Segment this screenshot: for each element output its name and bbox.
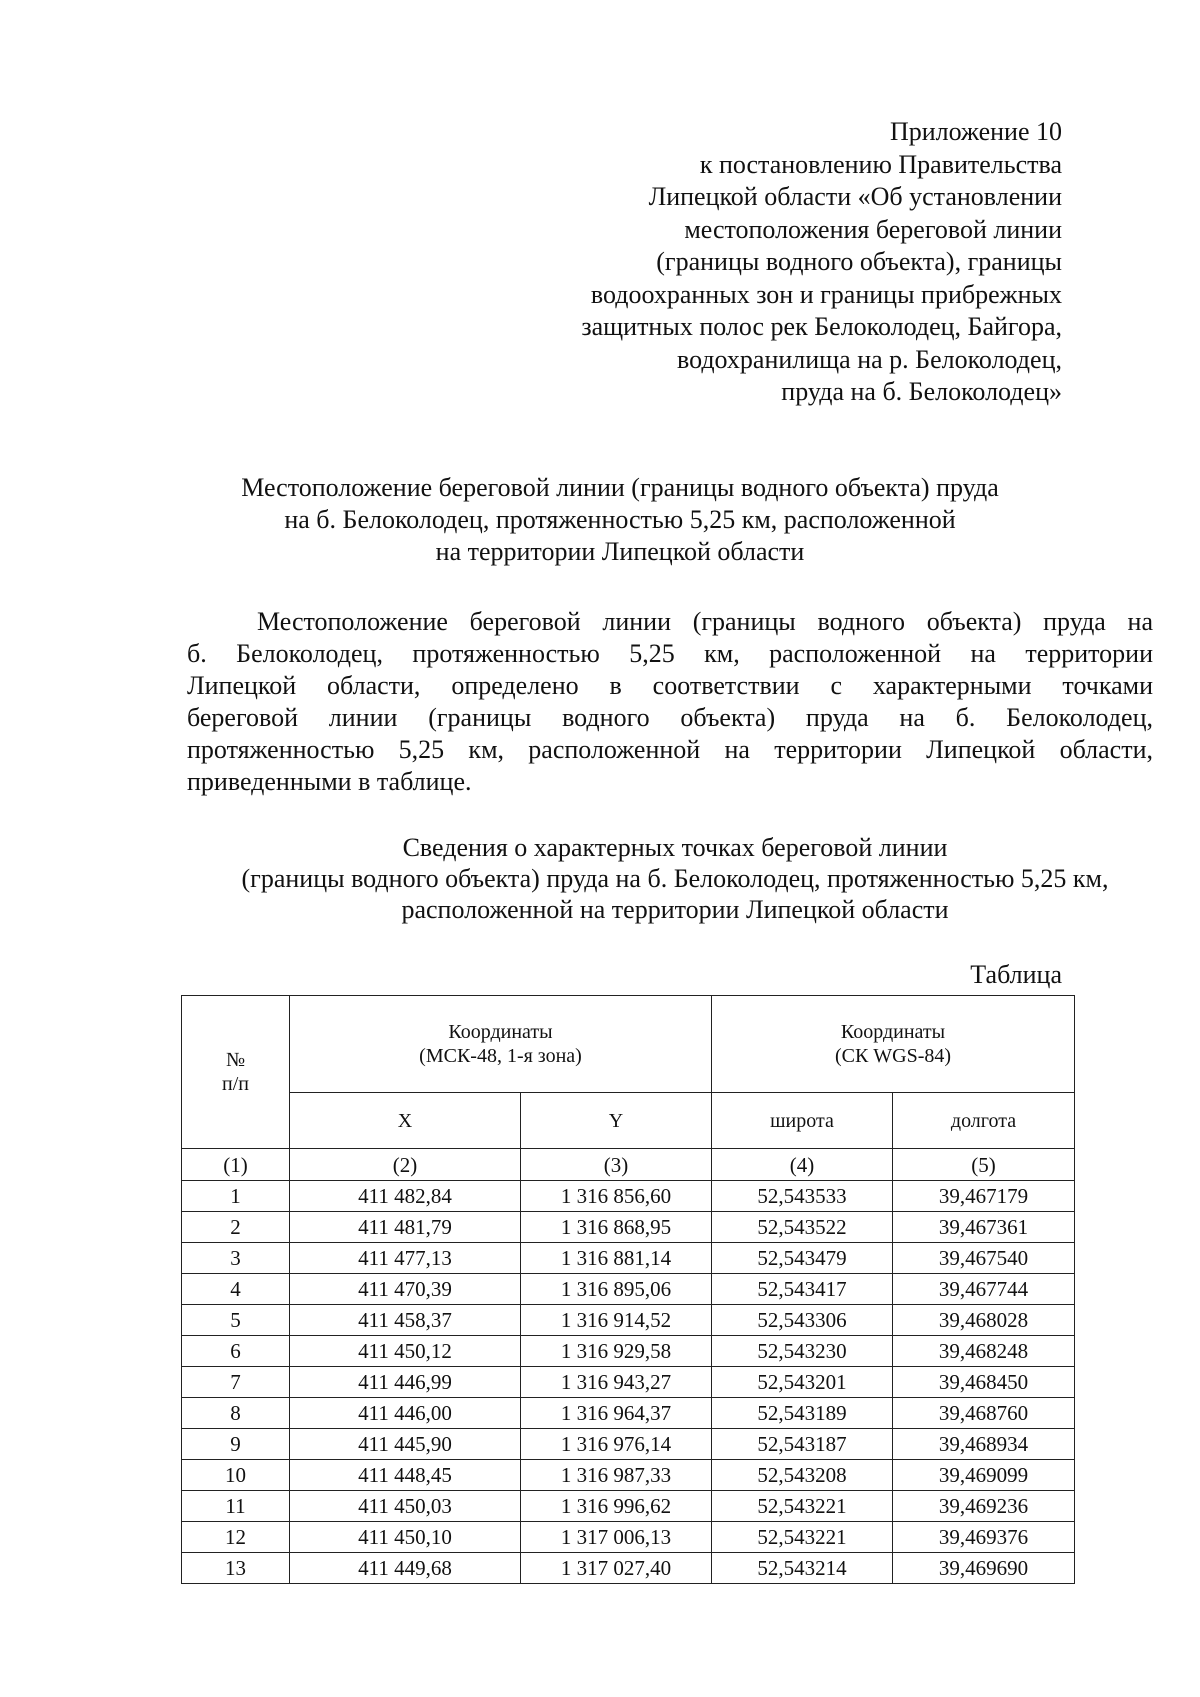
annex-line: водохранилища на р. Белоколодец, xyxy=(676,344,1062,374)
title-line: Местоположение береговой линии (границы водного объекта) пруда xyxy=(241,473,999,502)
header-number-symbol: № xyxy=(225,1049,246,1071)
cell-x: 411 449,68 xyxy=(290,1553,521,1584)
annex-line: местоположения береговой линии xyxy=(684,214,1062,244)
cell-y: 1 316 987,33 xyxy=(521,1460,712,1491)
table-row xyxy=(182,1181,1075,1212)
annex-line: Липецкой области «Об установлении xyxy=(648,182,1062,211)
column-number: (2) xyxy=(290,1149,521,1181)
cell-latitude: 52,543214 xyxy=(712,1553,893,1584)
cell-x: 411 477,13 xyxy=(290,1243,521,1274)
table-row xyxy=(182,1522,1075,1553)
cell-y: 1 316 929,58 xyxy=(521,1336,712,1367)
cell-longitude: 39,467540 xyxy=(893,1243,1075,1274)
cell-longitude: 39,467179 xyxy=(893,1181,1075,1212)
table-row xyxy=(182,1274,1075,1305)
header-wgs xyxy=(712,996,1075,1093)
cell-latitude: 52,543417 xyxy=(712,1274,893,1305)
cell-y: 1 316 881,14 xyxy=(521,1243,712,1274)
header-x: X xyxy=(290,1093,521,1149)
cell-number: 12 xyxy=(182,1522,290,1553)
table-row xyxy=(182,1398,1075,1429)
paragraph-line: Липецкой области, определено в соответствии с характерными точками xyxy=(187,671,1153,700)
cell-latitude: 52,543533 xyxy=(712,1181,893,1212)
cell-latitude: 52,543187 xyxy=(712,1429,893,1460)
header-wgs-title: Координаты xyxy=(840,1021,946,1043)
annex-block xyxy=(581,116,1062,409)
table-row xyxy=(182,1367,1075,1398)
cell-x: 411 445,90 xyxy=(290,1429,521,1460)
header-number-label: п/п xyxy=(222,1073,249,1095)
cell-longitude: 39,468248 xyxy=(893,1336,1075,1367)
cell-x: 411 470,39 xyxy=(290,1274,521,1305)
header-wgs-system: (СК WGS-84) xyxy=(834,1045,952,1067)
header-msk-system: (МСК-48, 1-я зона) xyxy=(419,1045,582,1067)
cell-latitude: 52,543208 xyxy=(712,1460,893,1491)
paragraph-line: б. Белоколодец, протяженностью 5,25 км, расположенной на территории xyxy=(187,639,1153,668)
cell-x: 411 446,99 xyxy=(290,1367,521,1398)
cell-number: 10 xyxy=(182,1460,290,1491)
cell-latitude: 52,543189 xyxy=(712,1398,893,1429)
cell-latitude: 52,543306 xyxy=(712,1305,893,1336)
column-number: (5) xyxy=(893,1149,1075,1181)
cell-longitude: 39,467744 xyxy=(893,1274,1075,1305)
header-y: Y xyxy=(521,1093,712,1149)
cell-number: 7 xyxy=(182,1367,290,1398)
annex-line: к постановлению Правительства xyxy=(699,149,1062,179)
cell-number: 13 xyxy=(182,1553,290,1584)
cell-x: 411 446,00 xyxy=(290,1398,521,1429)
cell-y: 1 316 868,95 xyxy=(521,1212,712,1243)
title-line: на территории Липецкой области xyxy=(435,537,805,566)
annex-line: (границы водного объекта), границы xyxy=(656,247,1062,276)
cell-number: 11 xyxy=(182,1491,290,1522)
table-row xyxy=(182,1305,1075,1336)
cell-longitude: 39,468760 xyxy=(893,1398,1075,1429)
cell-x: 411 458,37 xyxy=(290,1305,521,1336)
table-row xyxy=(182,1491,1075,1522)
annex-line: пруда на б. Белоколодец» xyxy=(781,377,1062,406)
column-number: (1) xyxy=(182,1149,290,1181)
cell-longitude: 39,469376 xyxy=(893,1522,1075,1553)
header-msk xyxy=(290,996,712,1093)
header-number xyxy=(182,996,290,1149)
body-paragraph xyxy=(187,606,1153,798)
table-caption: Таблица xyxy=(970,960,1062,989)
table-row xyxy=(182,1336,1075,1367)
header-msk-title: Координаты xyxy=(448,1021,553,1043)
cell-longitude: 39,468450 xyxy=(893,1367,1075,1398)
cell-number: 6 xyxy=(182,1336,290,1367)
table-row xyxy=(182,1553,1075,1584)
cell-longitude: 39,469690 xyxy=(893,1553,1075,1584)
cell-number: 5 xyxy=(182,1305,290,1336)
title-line: на б. Белоколодец, протяженностью 5,25 км, расположенной xyxy=(284,505,956,534)
header-longitude: долгота xyxy=(893,1093,1075,1149)
table-row xyxy=(182,1429,1075,1460)
cell-y: 1 316 943,27 xyxy=(521,1367,712,1398)
cell-x: 411 450,10 xyxy=(290,1522,521,1553)
cell-x: 411 481,79 xyxy=(290,1212,521,1243)
annex-line: водоохранных зон и границы прибрежных xyxy=(590,279,1062,309)
annex-line: защитных полос рек Белоколодец, Байгора, xyxy=(581,312,1062,341)
cell-latitude: 52,543522 xyxy=(712,1212,893,1243)
table-body xyxy=(182,1181,1075,1584)
cell-number: 3 xyxy=(182,1243,290,1274)
cell-y: 1 316 976,14 xyxy=(521,1429,712,1460)
header-latitude: широта xyxy=(712,1093,893,1149)
cell-x: 411 482,84 xyxy=(290,1181,521,1212)
cell-number: 9 xyxy=(182,1429,290,1460)
subtitle-line: Сведения о характерных точках береговой линии xyxy=(402,833,948,862)
paragraph-line: протяженностью 5,25 км, расположенной на территории Липецкой области, xyxy=(187,735,1153,764)
cell-latitude: 52,543479 xyxy=(712,1243,893,1274)
subtitle-line: (границы водного объекта) пруда на б. Белоколодец, протяженностью 5,25 км, xyxy=(241,864,1109,893)
cell-x: 411 450,12 xyxy=(290,1336,521,1367)
cell-y: 1 316 996,62 xyxy=(521,1491,712,1522)
column-number: (3) xyxy=(521,1149,712,1181)
cell-y: 1 317 006,13 xyxy=(521,1522,712,1553)
table-row xyxy=(182,1243,1075,1274)
subtitle-line: расположенной на территории Липецкой области xyxy=(401,895,949,924)
cell-x: 411 450,03 xyxy=(290,1491,521,1522)
coordinates-table xyxy=(181,995,1075,1584)
table-row xyxy=(182,1212,1075,1243)
cell-longitude: 39,469099 xyxy=(893,1460,1075,1491)
cell-y: 1 316 964,37 xyxy=(521,1398,712,1429)
cell-number: 4 xyxy=(182,1274,290,1305)
cell-x: 411 448,45 xyxy=(290,1460,521,1491)
cell-latitude: 52,543230 xyxy=(712,1336,893,1367)
cell-latitude: 52,543221 xyxy=(712,1491,893,1522)
cell-y: 1 316 895,06 xyxy=(521,1274,712,1305)
cell-number: 8 xyxy=(182,1398,290,1429)
paragraph-line: Местоположение береговой линии (границы водного объекта) пруда на xyxy=(257,607,1153,636)
cell-longitude: 39,468934 xyxy=(893,1429,1075,1460)
cell-longitude: 39,467361 xyxy=(893,1212,1075,1243)
cell-y: 1 317 027,40 xyxy=(521,1553,712,1584)
cell-longitude: 39,468028 xyxy=(893,1305,1075,1336)
annex-line: Приложение 10 xyxy=(889,117,1062,146)
cell-y: 1 316 856,60 xyxy=(521,1181,712,1212)
document-title xyxy=(190,472,1050,568)
cell-longitude: 39,469236 xyxy=(893,1491,1075,1522)
paragraph-line: береговой линии (границы водного объекта) пруда на б. Белоколодец, xyxy=(187,703,1153,732)
cell-number: 2 xyxy=(182,1212,290,1243)
table-heading xyxy=(190,832,1160,925)
cell-number: 1 xyxy=(182,1181,290,1212)
table-row xyxy=(182,1460,1075,1491)
column-number: (4) xyxy=(712,1149,893,1181)
cell-latitude: 52,543221 xyxy=(712,1522,893,1553)
cell-latitude: 52,543201 xyxy=(712,1367,893,1398)
paragraph-line: приведенными в таблице. xyxy=(187,767,472,796)
cell-y: 1 316 914,52 xyxy=(521,1305,712,1336)
